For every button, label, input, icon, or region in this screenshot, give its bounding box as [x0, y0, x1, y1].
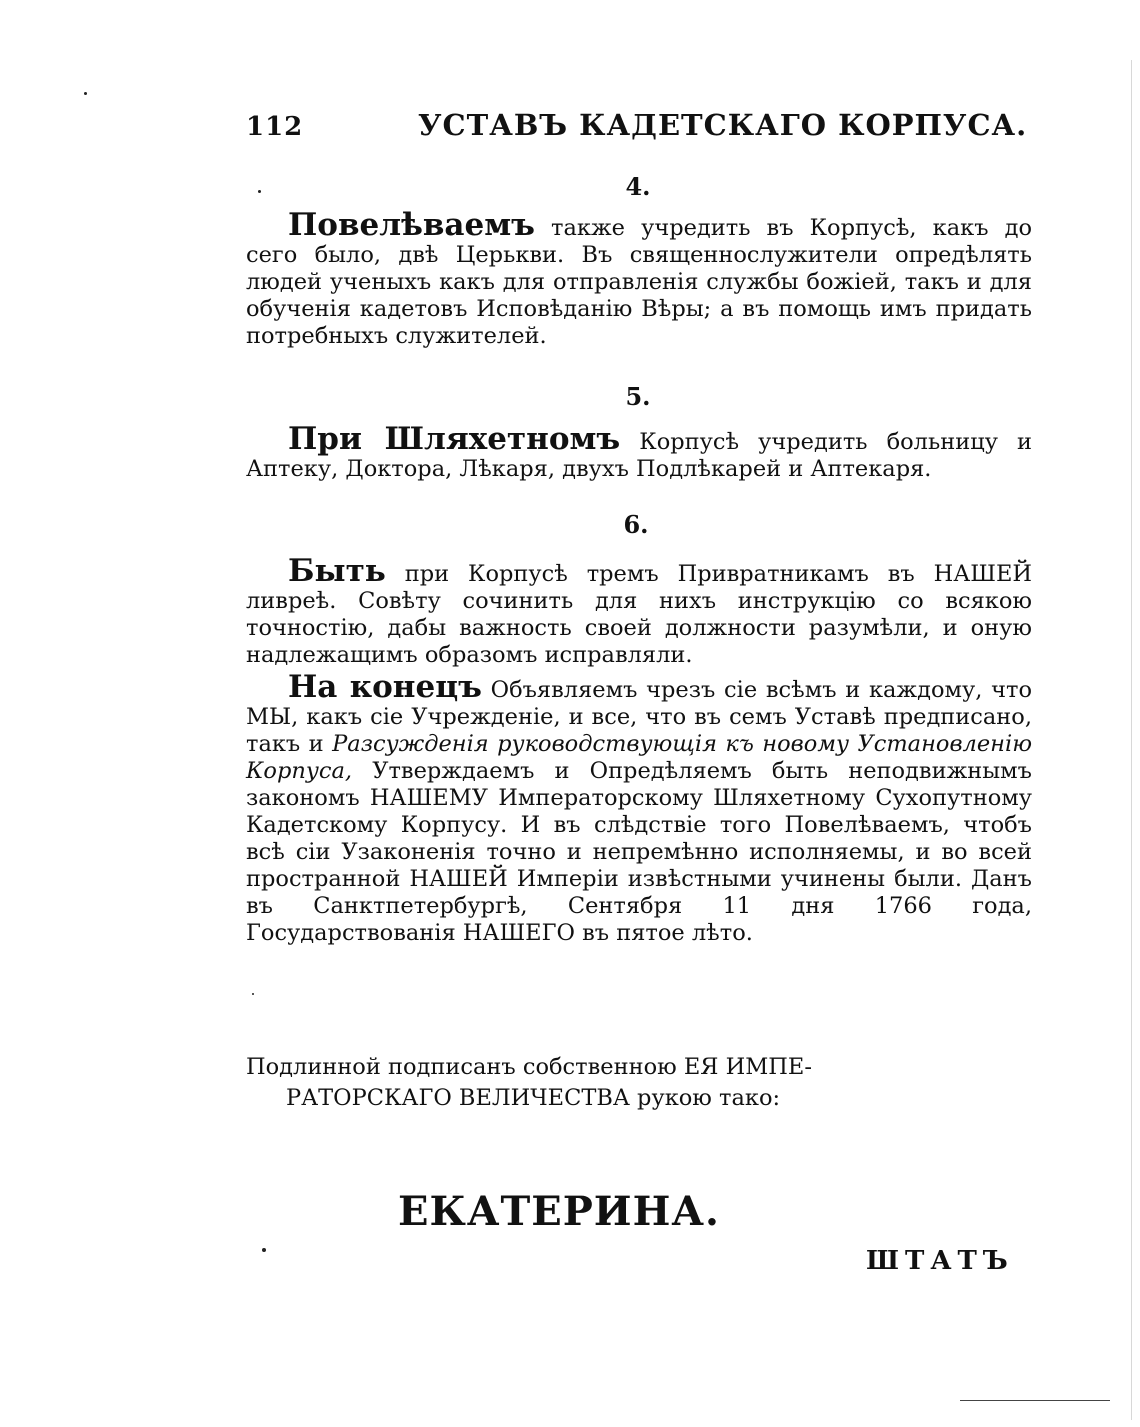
section-number: 5. — [625, 382, 651, 411]
signature-intro-line: Подлинной подписанъ собственною ЕЯ ИМПЕ- — [246, 1054, 812, 1080]
section-text: при Корпусѣ тремъ Привратникамъ въ НАШЕЙ ливреѣ. Совѣту сочинить для нихъ инструкцію со всякою точностію, дабы важность своей должности разумѣли, и оную надлежащимъ образомъ исправляли. — [246, 561, 1032, 668]
section-text: Корпусѣ учредить больницу и Аптеку, Доктора, Лѣкаря, двухъ Подлѣкарей и Аптекаря. — [246, 429, 1032, 482]
signature-intro-line: РАТОРСКАГО ВЕЛИЧЕСТВА рукою тако: — [286, 1085, 781, 1111]
section-paragraph — [246, 553, 1032, 669]
print-speck — [252, 993, 254, 995]
closing-paragraph — [246, 669, 1033, 947]
print-speck — [262, 1248, 266, 1252]
section-text: также учредить въ Корпусѣ, какъ до сего было, двѣ Церькви. Въ священнослужители опредѣлять людей ученыхъ какъ для отправленія службы божіей, такъ и для обученія кадетовъ Исповѣданію Вѣры; а въ помощь имъ придать потребныхъ служителей. — [246, 215, 1033, 349]
section-lead-word: При Шляхетномъ — [288, 421, 621, 457]
section-lead-word: Быть — [288, 553, 386, 589]
section-number: 6. — [623, 510, 649, 539]
section-number: 4. — [625, 172, 651, 201]
page-edge-line — [1131, 60, 1132, 1420]
closing-text-part-2: Утверждаемъ и Опредѣляемъ быть неподвижнымъ закономъ НАШЕМУ Императорскому Шляхетному Сухопутному Кадетскому Корпусу. И въ слѣдствіе того Повелѣваемъ, чтобъ всѣ сіи Узаконенія точно и непремѣнно исполняемы, и во всей пространной НАШЕЙ Имперіи извѣстными учинены были. Данъ въ Санктпетербургѣ, Сентября 11 дня 1766 года, Государствованія НАШЕГО въ пятое лѣто. — [246, 758, 1032, 946]
section-paragraph — [246, 421, 1032, 483]
closing-lead-word: На конецъ — [288, 669, 482, 705]
closing-italic-title: Разсужденія руководствующія къ новому Установленію Корпуса, — [246, 731, 1033, 784]
signature: ЕКАТЕРИНА. — [398, 1188, 720, 1235]
bottom-rule — [960, 1400, 1110, 1401]
print-speck — [84, 92, 87, 95]
print-speck — [258, 190, 261, 193]
running-head: УСТАВЪ КАДЕТСКАГО КОРПУСА. — [418, 108, 1028, 142]
page-number: 112 — [246, 112, 304, 142]
signature-intro — [246, 1052, 866, 1114]
section-lead-word: Повелѣваемъ — [288, 207, 535, 243]
closing-text-part-1: Объявляемъ чрезъ сіе всѣмъ и каждому, что МЫ, какъ сіе Учрежденіе, и все, что въ семъ Уставѣ предписано, такъ и — [246, 677, 1033, 757]
catchword: ШТАТЪ — [866, 1246, 1014, 1276]
section-paragraph — [246, 207, 1033, 350]
